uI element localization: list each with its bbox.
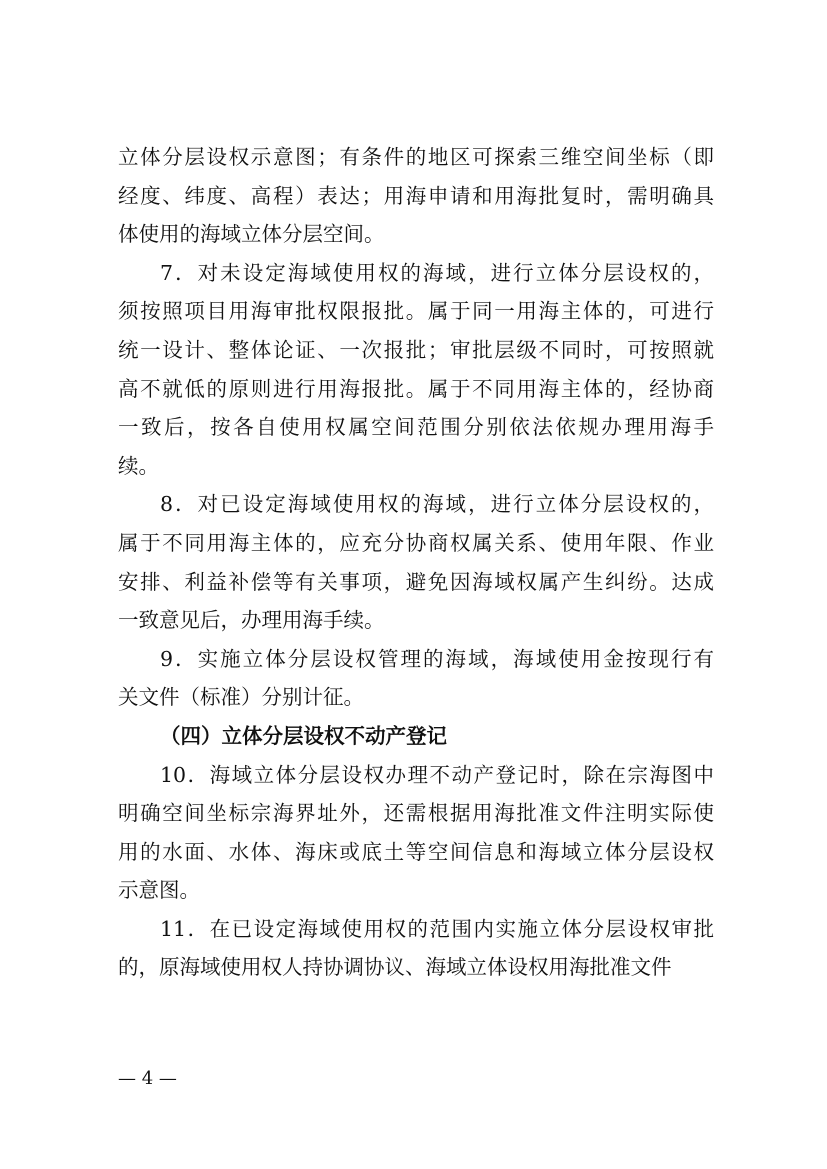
text-line: 属于不同用海主体的，应充分协商权属关系、使用年限、作业 — [118, 530, 714, 555]
text-line: 续。 — [118, 453, 159, 478]
document-body — [118, 138, 714, 987]
text-line: 的，原海域使用权人持协调协议、海域立体设权用海批准文件 — [118, 955, 672, 980]
section-heading — [118, 717, 714, 756]
paragraph — [118, 640, 714, 717]
paragraph — [118, 756, 714, 910]
text-line: 高不就低的原则进行用海报批。属于不同用海主体的，经协商 — [118, 376, 714, 401]
text-line: 经度、纬度、高程）表达；用海申请和用海批复时，需明确具 — [118, 183, 714, 208]
page-number: — 4 — — [118, 1068, 177, 1089]
text-line: 一致意见后，办理用海手续。 — [118, 608, 385, 633]
text-line: 9．实施立体分层设权管理的海域，海域使用金按现行有 — [160, 646, 714, 671]
paragraph — [118, 138, 714, 254]
paragraph — [118, 910, 714, 987]
text-line: 用的水面、水体、海床或底土等空间信息和海域立体分层设权 — [118, 839, 714, 864]
text-line: 11．在已设定海域使用权的范围内实施立体分层设权审批 — [160, 916, 714, 941]
text-line: 须按照项目用海审批权限报批。属于同一用海主体的，可进行 — [118, 299, 714, 324]
text-line: 10．海域立体分层设权办理不动产登记时，除在宗海图中 — [160, 762, 714, 787]
paragraph — [118, 485, 714, 639]
text-line: 8．对已设定海域使用权的海域，进行立体分层设权的， — [160, 492, 714, 517]
text-line: 示意图。 — [118, 878, 200, 903]
text-line: 安排、利益补偿等有关事项，避免因海域权属产生纠纷。达成 — [118, 569, 714, 594]
text-line: 一致后，按各自使用权属空间范围分别依法依规办理用海手 — [118, 415, 714, 440]
text-line: （四）立体分层设权不动产登记 — [160, 723, 447, 748]
text-line: 体使用的海域立体分层空间。 — [118, 222, 385, 247]
text-line: 明确空间坐标宗海界址外，还需根据用海批准文件注明实际使 — [118, 801, 714, 826]
text-line: 关文件（标准）分别计征。 — [118, 685, 364, 710]
text-line: 统一设计、整体论证、一次报批；审批层级不同时，可按照就 — [118, 337, 714, 362]
text-line: 立体分层设权示意图；有条件的地区可探索三维空间坐标（即 — [118, 145, 714, 169]
text-line: 7．对未设定海域使用权的海域，进行立体分层设权的， — [160, 260, 714, 285]
paragraph — [118, 254, 714, 486]
